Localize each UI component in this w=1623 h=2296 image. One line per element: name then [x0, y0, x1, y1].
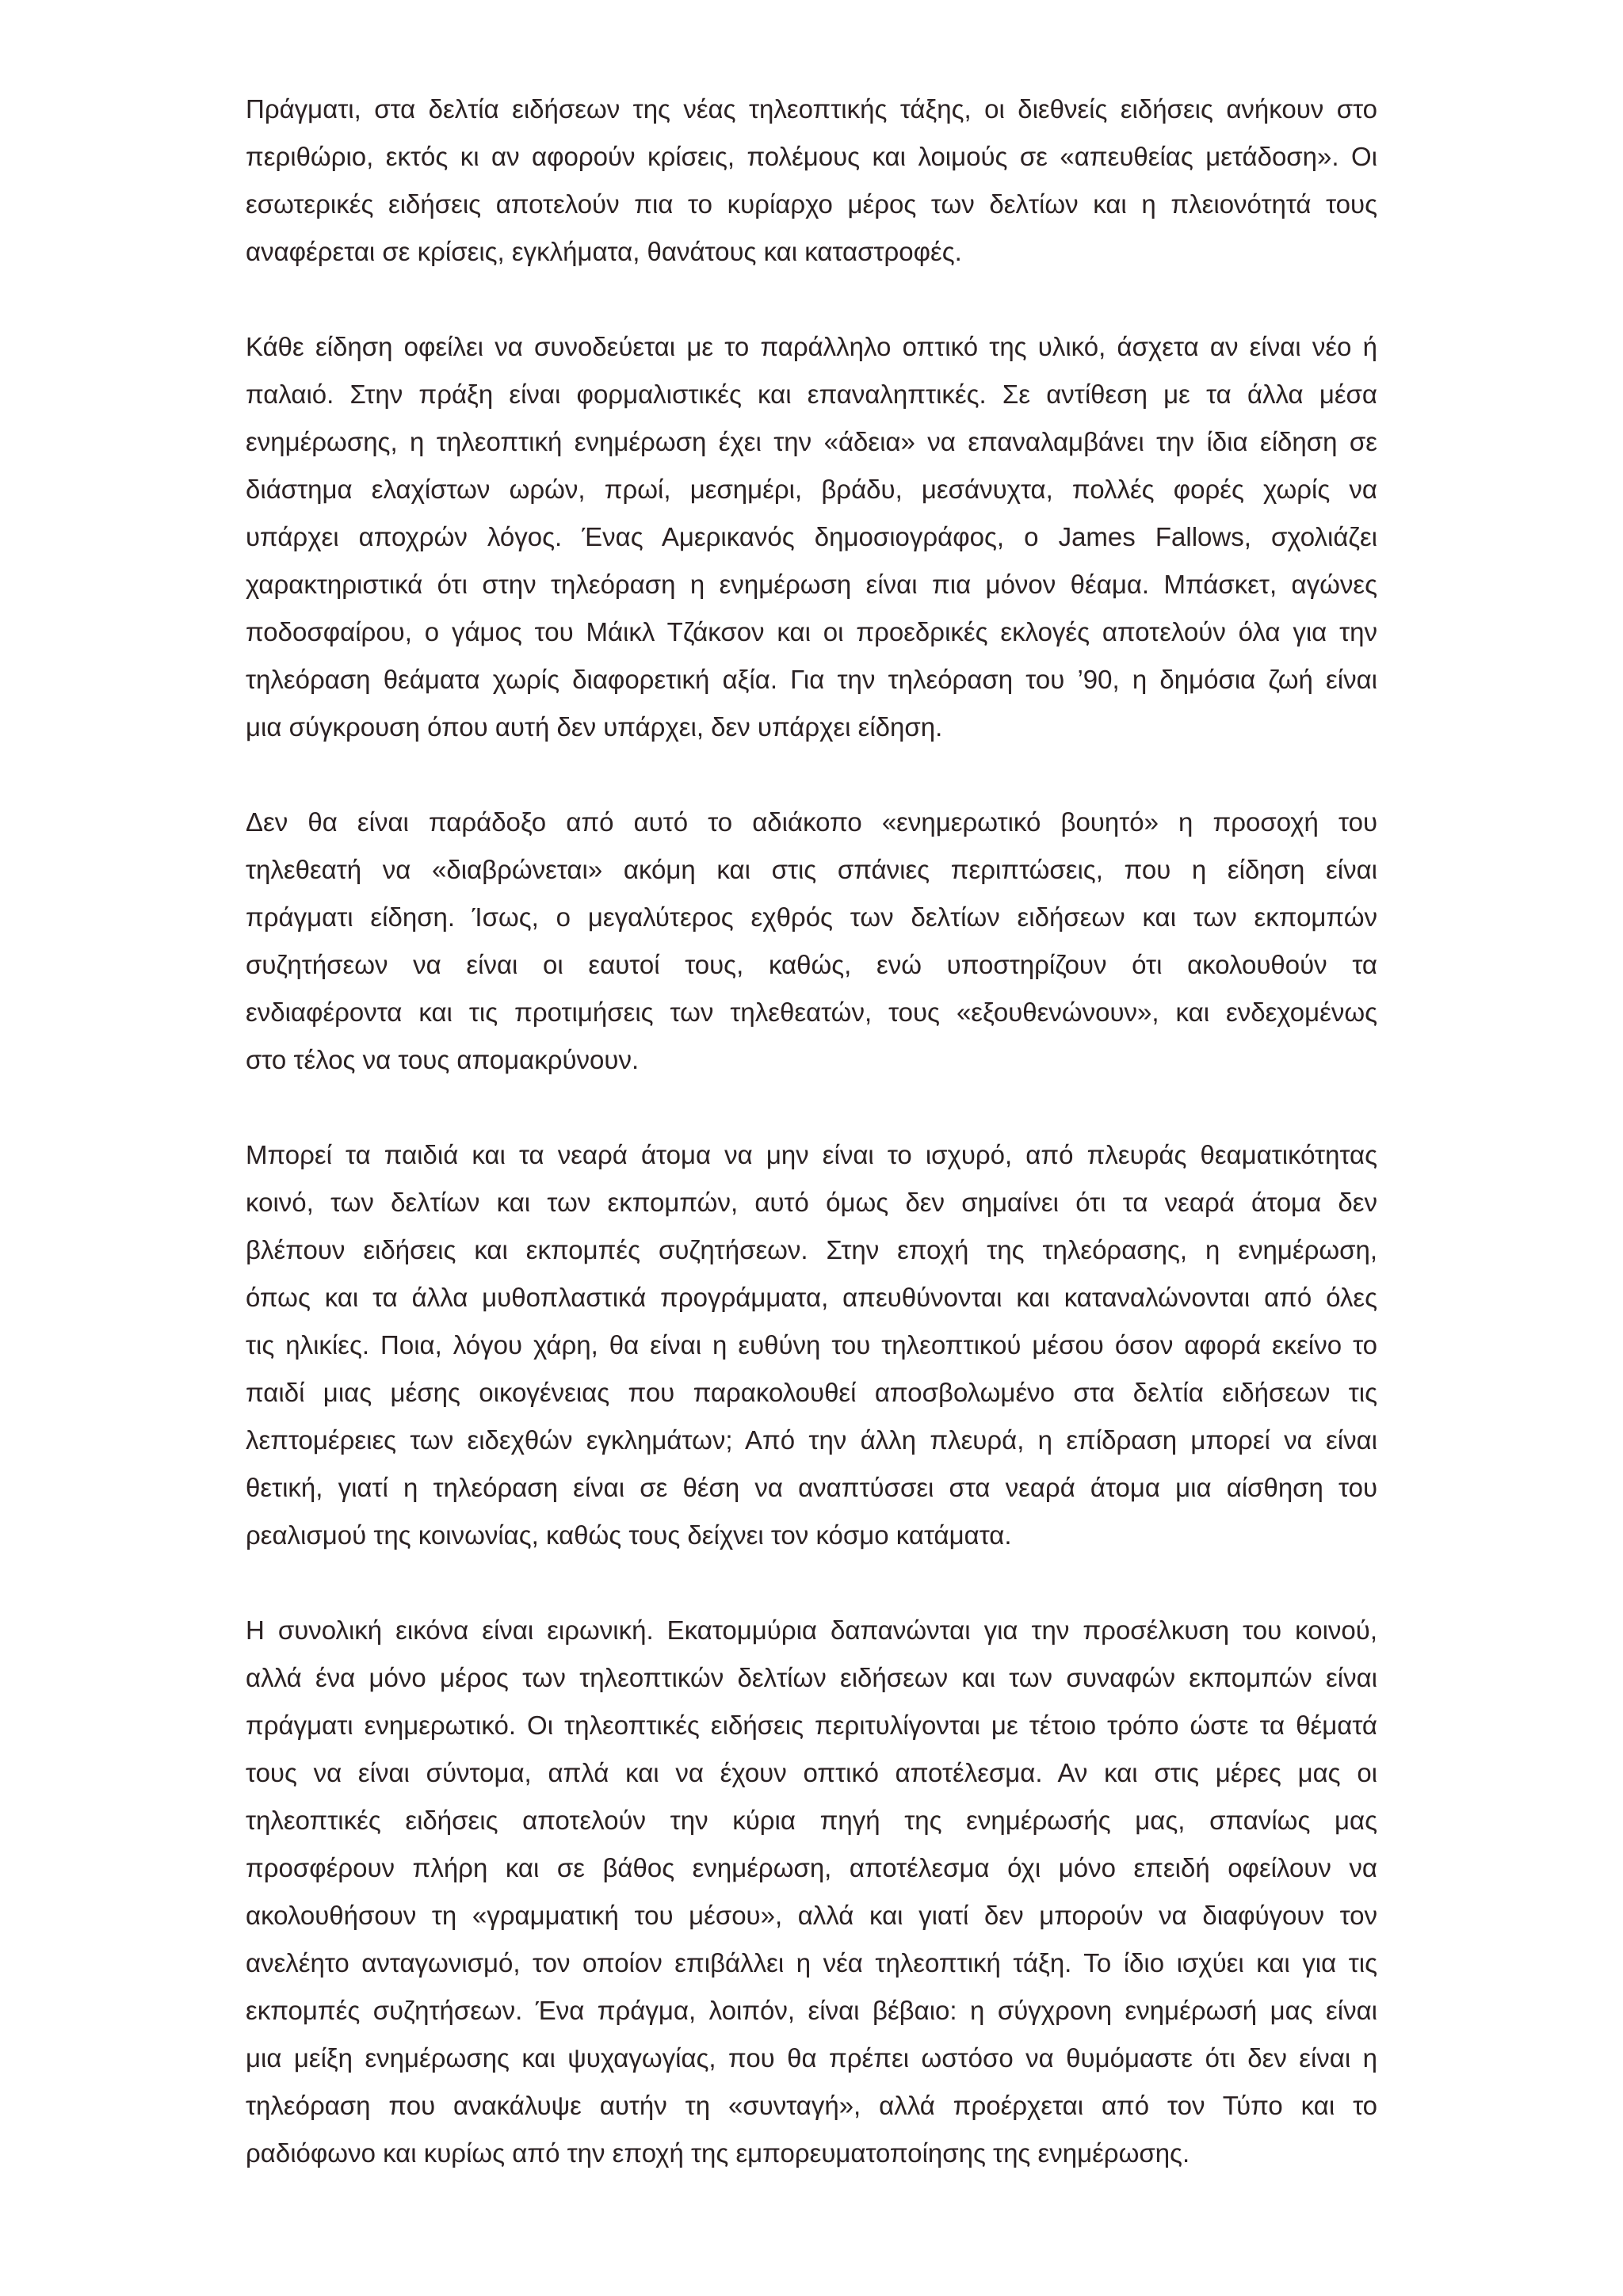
text-line: εσωτερικές ειδήσεις αποτελούν πια το κυρίαρχο μέρος των δελτίων και η πλειονότητά τους	[246, 189, 1377, 219]
text-line: βλέπουν ειδήσεις και εκπομπές συζητήσεων. Στην εποχή της τηλεόρασης, η ενημέρωση,	[246, 1235, 1377, 1264]
paragraph-3	[246, 799, 1377, 1084]
text-line: ρεαλισμού της κοινωνίας, καθώς τους δείχνει τον κόσμο κατάματα.	[246, 1520, 1012, 1550]
text-line: υπάρχει αποχρών λόγος. Ένας Αμερικανός δημοσιογράφος, ο James Fallows, σχολιάζει	[246, 522, 1377, 551]
text-line: τηλεθεατή να «διαβρώνεται» ακόμη και στις σπάνιες περιπτώσεις, που η είδηση είναι	[246, 855, 1377, 884]
text-line: κοινό, των δελτίων και των εκπομπών, αυτό όμως δεν σημαίνει ότι τα νεαρά άτομα δεν	[246, 1188, 1377, 1217]
text-line: παιδί μιας μέσης οικογένειας που παρακολουθεί αποσβολωμένο στα δελτία ειδήσεων τις	[246, 1378, 1377, 1407]
text-line: τηλεόραση που ανακάλυψε αυτήν τη «συνταγή», αλλά προέρχεται από τον Τύπο και το	[246, 2091, 1377, 2120]
text-line: εκπομπές συζητήσεων. Ένα πράγμα, λοιπόν, είναι βέβαιο: η σύγχρονη ενημέρωσή μας είναι	[246, 1996, 1377, 2025]
text-line: παλαιό. Στην πράξη είναι φορμαλιστικές και επαναληπτικές. Σε αντίθεση με τα άλλα μέσα	[246, 379, 1377, 409]
document-body	[246, 86, 1377, 2225]
text-line: ραδιόφωνο και κυρίως από την εποχή της εμπορευματοποίησης της ενημέρωσης.	[246, 2138, 1190, 2168]
text-line: θετική, γιατί η τηλεόραση είναι σε θέση να αναπτύσσει στα νεαρά άτομα μια αίσθηση του	[246, 1473, 1377, 1502]
text-line: Η συνολική εικόνα είναι ειρωνική. Εκατομμύρια δαπανώνται για την προσέλκυση του κοινού,	[246, 1615, 1377, 1645]
text-line: Δεν θα είναι παράδοξο από αυτό το αδιάκοπο «ενημερωτικό βουητό» η προσοχή του	[246, 807, 1377, 837]
paragraph-1	[246, 86, 1377, 276]
text-line: τηλεοπτικές ειδήσεις αποτελούν την κύρια πηγή της ενημέρωσής μας, σπανίως μας	[246, 1806, 1377, 1835]
text-line: Κάθε είδηση οφείλει να συνοδεύεται με το παράλληλο οπτικό της υλικό, άσχετα αν είναι νέο ή	[246, 332, 1377, 361]
text-line: πράγματι είδηση. Ίσως, ο μεγαλύτερος εχθρός των δελτίων ειδήσεων και των εκπομπών	[246, 902, 1377, 932]
text-line: ποδοσφαίρου, ο γάμος του Μάικλ Τζάκσον και οι προεδρικές εκλογές αποτελούν όλα για την	[246, 617, 1377, 646]
text-line: Μπορεί τα παιδιά και τα νεαρά άτομα να μην είναι το ισχυρό, από πλευράς θεαματικότητας	[246, 1140, 1377, 1169]
text-line: διάστημα ελαχίστων ωρών, πρωί, μεσημέρι, βράδυ, μεσάνυχτα, πολλές φορές χωρίς να	[246, 475, 1377, 504]
text-line: αλλά ένα μόνο μέρος των τηλεοπτικών δελτίων ειδήσεων και των συναφών εκπομπών είναι	[246, 1663, 1377, 1692]
text-line: τηλεόραση θεάματα χωρίς διαφορετική αξία. Για την τηλεόραση του ’90, η δημόσια ζωή είναι	[246, 665, 1377, 694]
paragraph-4	[246, 1131, 1377, 1559]
text-line: ανελέητο ανταγωνισμό, τον οποίον επιβάλλει η νέα τηλεοπτική τάξη. Το ίδιο ισχύει και για τις	[246, 1948, 1377, 1978]
text-line: μια σύγκρουση όπου αυτή δεν υπάρχει, δεν υπάρχει είδηση.	[246, 712, 943, 742]
text-line: ακολουθήσουν τη «γραμματική του μέσου», αλλά και γιατί δεν μπορούν να διαφύγουν τον	[246, 1901, 1377, 1930]
text-line: χαρακτηριστικά ότι στην τηλεόραση η ενημέρωση είναι πια μόνον θέαμα. Μπάσκετ, αγώνες	[246, 570, 1377, 599]
text-line: αναφέρεται σε κρίσεις, εγκλήματα, θανάτους και καταστροφές.	[246, 237, 962, 266]
text-line: όπως και τα άλλα μυθοπλαστικά προγράμματα, απευθύνονται και καταναλώνονται από όλες	[246, 1283, 1377, 1312]
text-line: στο τέλος να τους απομακρύνουν.	[246, 1045, 640, 1074]
text-line: Πράγματι, στα δελτία ειδήσεων της νέας τηλεοπτικής τάξης, οι διεθνείς ειδήσεις ανήκουν στο	[246, 94, 1377, 124]
paragraph-5	[246, 1607, 1377, 2177]
text-line: τους να είναι σύντομα, απλά και να έχουν οπτικό αποτέλεσμα. Αν και στις μέρες μας οι	[246, 1758, 1377, 1787]
text-line: περιθώριο, εκτός κι αν αφορούν κρίσεις, πολέμους και λοιμούς σε «απευθείας μετάδοση». Οι	[246, 142, 1377, 171]
paragraph-2	[246, 323, 1377, 751]
text-line: συζητήσεων να είναι οι εαυτοί τους, καθώς, ενώ υποστηρίζουν ότι ακολουθούν τα	[246, 950, 1377, 979]
text-line: τις ηλικίες. Ποια, λόγου χάρη, θα είναι η ευθύνη του τηλεοπτικού μέσου όσον αφορά εκείνο το	[246, 1330, 1377, 1360]
text-line: πράγματι ενημερωτικό. Οι τηλεοπτικές ειδήσεις περιτυλίγονται με τέτοιο τρόπο ώστε τα θέματά	[246, 1711, 1377, 1740]
text-line: προσφέρουν πλήρη και σε βάθος ενημέρωση, αποτέλεσμα όχι μόνο επειδή οφείλουν να	[246, 1853, 1377, 1882]
text-line: ενημέρωσης, η τηλεοπτική ενημέρωση έχει την «άδεια» να επαναλαμβάνει την ίδια είδηση σε	[246, 427, 1377, 456]
text-line: μια μείξη ενημέρωσης και ψυχαγωγίας, που θα πρέπει ωστόσο να θυμόμαστε ότι δεν είναι η	[246, 2043, 1377, 2073]
text-line: λεπτομέρειες των ειδεχθών εγκλημάτων; Από την άλλη πλευρά, η επίδραση μπορεί να είναι	[246, 1425, 1377, 1455]
text-line: ενδιαφέροντα και τις προτιμήσεις των τηλεθεατών, τους «εξουθενώνουν», και ενδεχομένως	[246, 997, 1377, 1027]
